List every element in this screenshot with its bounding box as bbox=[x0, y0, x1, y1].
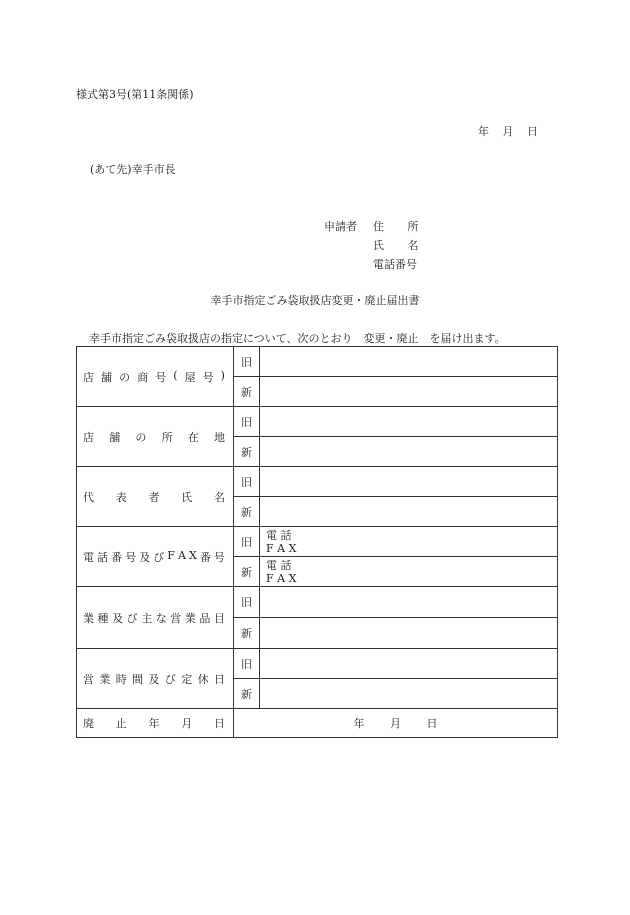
label-char: 定 bbox=[181, 672, 193, 686]
label-char: び bbox=[126, 611, 138, 625]
new-value-field[interactable] bbox=[260, 437, 558, 467]
label-char: び bbox=[164, 672, 176, 686]
phone-sub-label: 電 話 bbox=[266, 558, 292, 572]
label-char: 者 bbox=[148, 490, 160, 504]
abolition-date-label bbox=[77, 709, 234, 738]
label-char: 業 bbox=[99, 672, 111, 686]
submission-date: 年 月 日 bbox=[478, 125, 538, 138]
new-tag: 新 bbox=[234, 437, 260, 467]
new-tag: 新 bbox=[234, 497, 260, 527]
new-value-field[interactable] bbox=[260, 557, 558, 587]
new-tag: 新 bbox=[234, 377, 260, 407]
row-label-0 bbox=[77, 347, 234, 407]
label-char: X bbox=[188, 548, 197, 562]
document-title: 幸手市指定ごみ袋取扱店変更・廃止届出書 bbox=[210, 294, 420, 307]
label-char: 表 bbox=[115, 490, 127, 504]
label-char: 号 bbox=[213, 550, 225, 564]
label-char: 番 bbox=[199, 550, 211, 564]
label-char: 番 bbox=[111, 550, 123, 564]
label-char: 営 bbox=[170, 611, 182, 625]
table-row bbox=[77, 347, 558, 377]
old-tag: 旧 bbox=[234, 587, 260, 618]
new-tag: 新 bbox=[234, 557, 260, 587]
label-char: 月 bbox=[181, 717, 193, 730]
phone-sub-label: 電 話 bbox=[266, 528, 292, 542]
label-char: 地 bbox=[213, 430, 225, 444]
label-char: 店 bbox=[83, 430, 94, 444]
old-value-field[interactable] bbox=[260, 649, 558, 679]
abolition-row bbox=[77, 709, 558, 738]
label-char: の bbox=[135, 430, 147, 444]
label-char: 在 bbox=[187, 430, 199, 444]
label-char: 日 bbox=[214, 672, 225, 686]
table-row bbox=[77, 587, 558, 618]
row-label-5 bbox=[77, 649, 234, 709]
table-row bbox=[77, 527, 558, 557]
old-value-field[interactable] bbox=[260, 587, 558, 618]
applicant-label: 申請者 bbox=[324, 220, 357, 233]
label-char: 商 bbox=[137, 370, 149, 384]
new-tag: 新 bbox=[234, 618, 260, 649]
label-char: び bbox=[153, 550, 165, 564]
label-char: 号 bbox=[202, 370, 214, 384]
intro-text: 幸手市指定ごみ袋取扱店の指定について、次のとおり 変更・廃止 を届け出ます。 bbox=[89, 332, 506, 345]
applicant-name-label: 氏 名 bbox=[373, 239, 419, 252]
applicant-phone-label: 電話番号 bbox=[373, 258, 417, 271]
label-char: 店 bbox=[83, 370, 94, 384]
new-value-field[interactable] bbox=[260, 679, 558, 709]
old-tag: 旧 bbox=[234, 527, 260, 557]
row-label-1 bbox=[77, 407, 234, 467]
label-char: 代 bbox=[83, 490, 94, 504]
table-row bbox=[77, 649, 558, 679]
old-tag: 旧 bbox=[234, 347, 260, 377]
abolition-date-field[interactable]: 年 月 日 bbox=[234, 709, 558, 738]
label-char: な bbox=[155, 611, 167, 625]
label-char: A bbox=[177, 548, 186, 562]
label-char: 業 bbox=[184, 611, 196, 625]
label-char: 営 bbox=[83, 672, 94, 686]
table-row bbox=[77, 407, 558, 437]
label-char: 主 bbox=[141, 611, 153, 625]
label-char: 電 bbox=[83, 550, 94, 564]
application-table bbox=[76, 346, 558, 738]
label-char: 止 bbox=[115, 717, 127, 730]
label-char: 日 bbox=[214, 717, 225, 730]
new-value-field[interactable] bbox=[260, 618, 558, 649]
row-label-4 bbox=[77, 587, 234, 649]
label-char: 種 bbox=[97, 611, 109, 625]
old-tag: 旧 bbox=[234, 407, 260, 437]
label-char: 屋 bbox=[184, 370, 196, 384]
old-value-field[interactable] bbox=[260, 527, 558, 557]
old-value-field[interactable] bbox=[260, 347, 558, 377]
label-char: ( bbox=[173, 368, 178, 382]
label-char: 名 bbox=[214, 490, 225, 504]
new-value-field[interactable] bbox=[260, 497, 558, 527]
label-char: 間 bbox=[132, 672, 144, 686]
label-char: 話 bbox=[97, 550, 109, 564]
label-char: 所 bbox=[161, 430, 173, 444]
label-char: F bbox=[167, 548, 175, 562]
form-number: 様式第3号(第11条関係) bbox=[76, 88, 194, 101]
label-char: 年 bbox=[148, 717, 160, 730]
new-tag: 新 bbox=[234, 679, 260, 709]
row-label-3 bbox=[77, 527, 234, 587]
label-char: 業 bbox=[83, 611, 94, 625]
addressee: (あて先)幸手市長 bbox=[90, 163, 176, 176]
label-char: 廃 bbox=[83, 717, 94, 730]
label-char: 及 bbox=[148, 672, 160, 686]
label-char: 目 bbox=[213, 611, 225, 625]
old-value-field[interactable] bbox=[260, 467, 558, 497]
new-value-field[interactable] bbox=[260, 377, 558, 407]
label-char: 舗 bbox=[101, 370, 113, 384]
old-tag: 旧 bbox=[234, 467, 260, 497]
fax-sub-label: F A X bbox=[266, 571, 297, 585]
label-char: 品 bbox=[199, 611, 211, 625]
label-char: 及 bbox=[139, 550, 151, 564]
label-char: 号 bbox=[125, 550, 137, 564]
label-char: 氏 bbox=[181, 490, 193, 504]
label-char: の bbox=[119, 370, 131, 384]
label-char: 舗 bbox=[109, 430, 121, 444]
table-row bbox=[77, 467, 558, 497]
old-tag: 旧 bbox=[234, 649, 260, 679]
label-char: 休 bbox=[197, 672, 209, 686]
applicant-address-label: 住 所 bbox=[373, 220, 419, 233]
old-value-field[interactable] bbox=[260, 407, 558, 437]
label-char: 号 bbox=[155, 370, 167, 384]
label-char: 及 bbox=[112, 611, 124, 625]
fax-sub-label: F A X bbox=[266, 541, 297, 555]
label-char: 時 bbox=[115, 672, 127, 686]
label-char: ) bbox=[220, 368, 225, 382]
row-label-2 bbox=[77, 467, 234, 527]
